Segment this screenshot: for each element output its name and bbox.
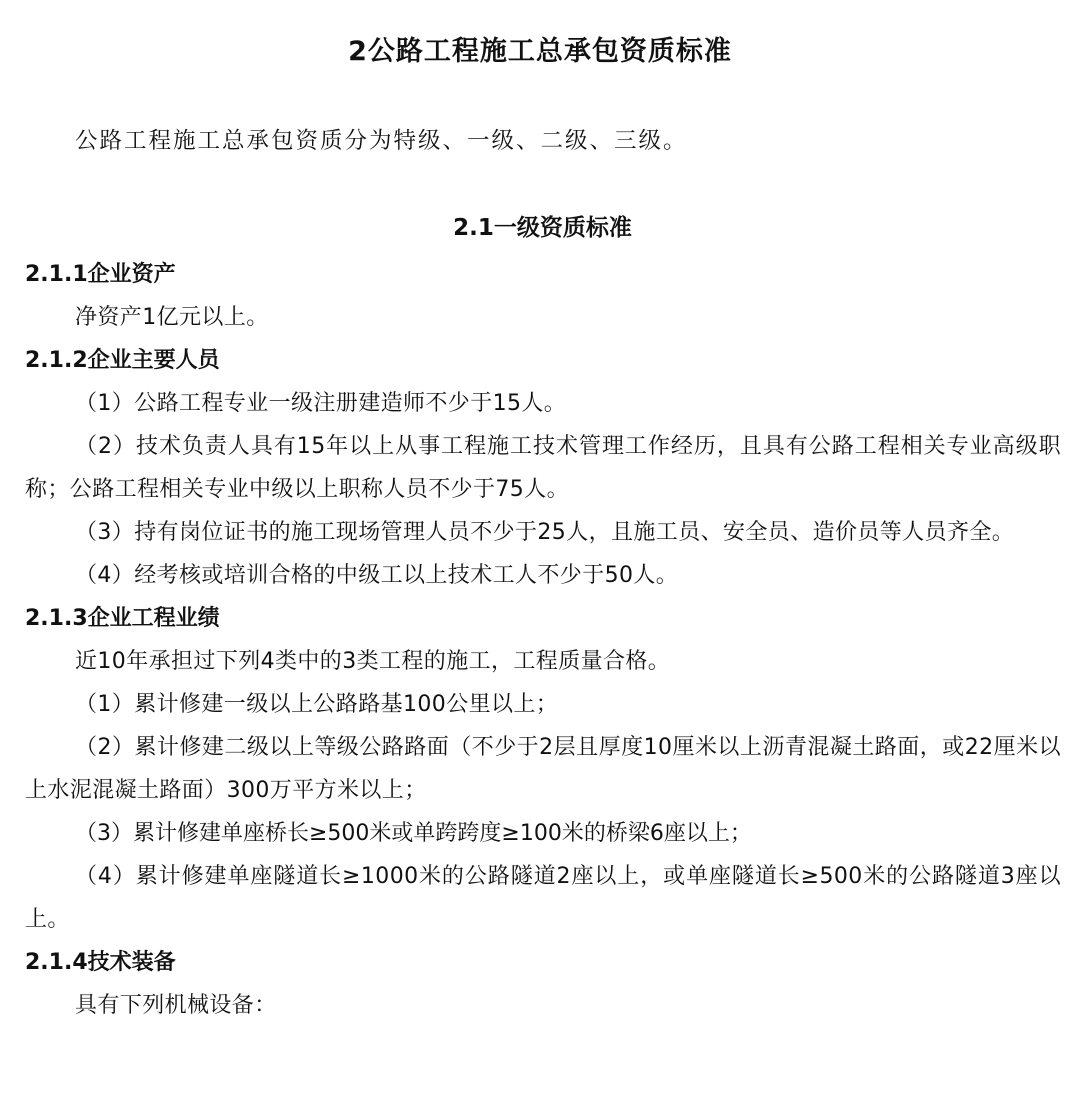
performance-item-1: （1）累计修建一级以上公路路基100公里以上； — [75, 692, 559, 717]
section-heading-personnel: 2.1.2企业主要人员 — [25, 348, 220, 373]
assets-paragraph: 净资产1亿元以上。 — [75, 305, 269, 330]
personnel-item-3: （3）持有岗位证书的施工现场管理人员不少于25人，且施工员、安全员、造价员等人员齐全。 — [75, 520, 1015, 545]
personnel-item-2: （2）技术负责人具有15年以上从事工程施工技术管理工作经历，且具有公路工程相关专业高级职称；公路工程相关专业中级以上职称人员不少于75人。 — [25, 434, 1061, 502]
performance-intro: 近10年承担过下列4类中的3类工程的施工，工程质量合格。 — [75, 649, 671, 674]
personnel-item-4: （4）经考核或培训合格的中级工以上技术工人不少于50人。 — [75, 563, 679, 588]
personnel-item-1: （1）公路工程专业一级注册建造师不少于15人。 — [75, 391, 567, 416]
section-heading-equipment: 2.1.4技术装备 — [25, 950, 176, 975]
performance-item-2: （2）累计修建二级以上等级公路路面（不少于2层且厚度10厘米以上沥青混凝土路面，或22厘米以上水泥混凝土路面）300万平方米以上； — [25, 735, 1061, 803]
section-title: 2.1一级资质标准 — [453, 215, 632, 241]
section-heading-assets: 2.1.1企业资产 — [25, 262, 176, 287]
performance-item-4: （4）累计修建单座隧道长≥1000米的公路隧道2座以上，或单座隧道长≥500米的公路隧道3座以上。 — [25, 864, 1061, 932]
document-body — [25, 253, 1061, 1027]
section-heading-performance: 2.1.3企业工程业绩 — [25, 606, 220, 631]
intro-paragraph: 公路工程施工总承包资质分为特级、一级、二级、三级。 — [75, 128, 688, 154]
document-title: 2公路工程施工总承包资质标准 — [348, 36, 732, 67]
equipment-paragraph: 具有下列机械设备： — [75, 993, 277, 1018]
performance-item-3: （3）累计修建单座桥长≥500米或单跨跨度≥100米的桥梁6座以上； — [75, 821, 752, 846]
